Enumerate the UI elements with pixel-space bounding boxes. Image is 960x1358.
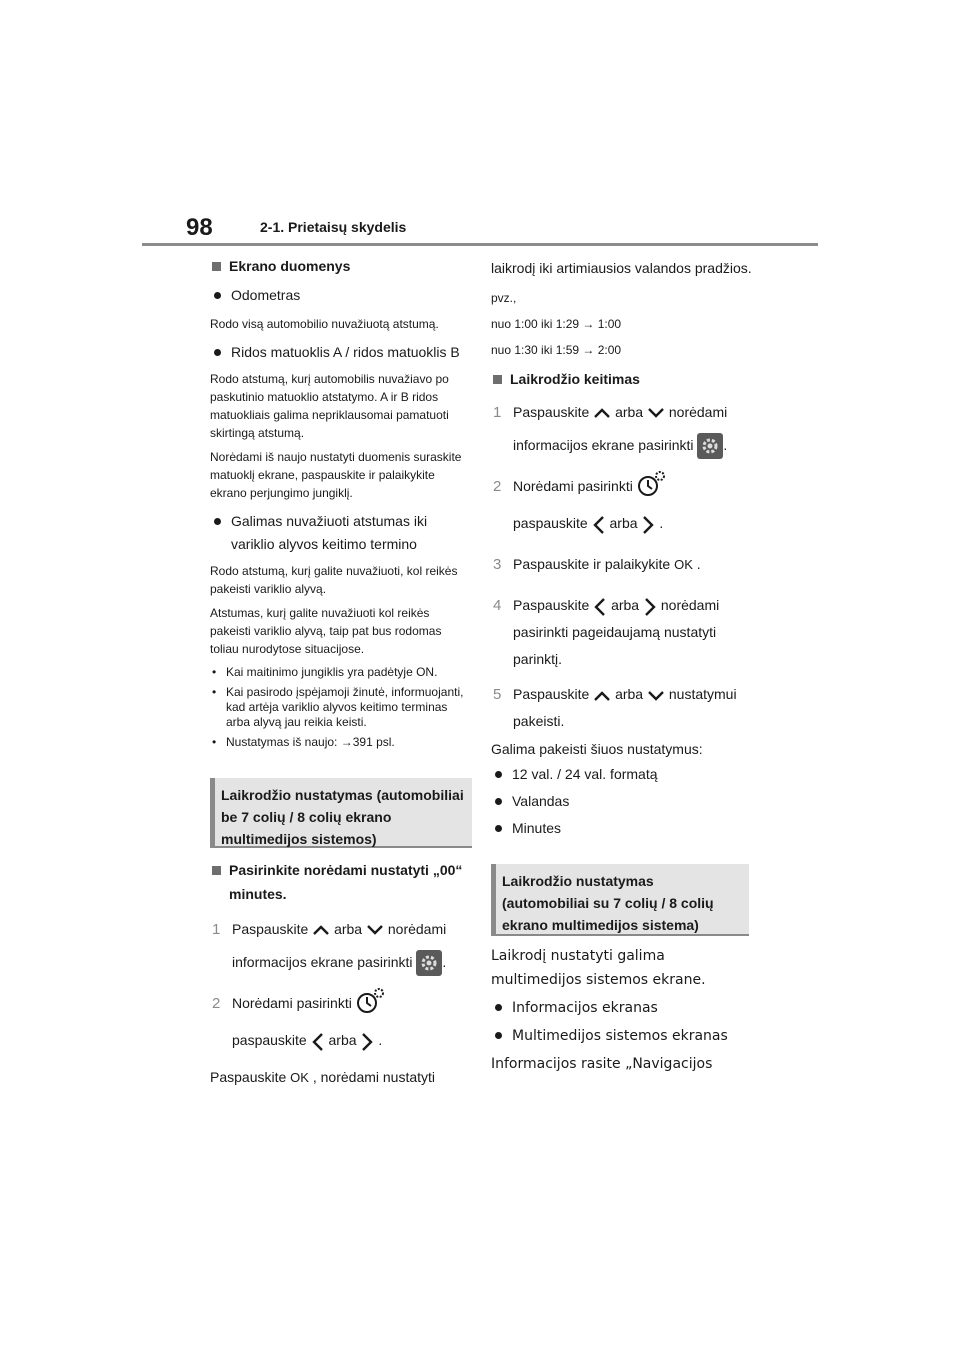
step-text: informacijos ekrane pasirinkti: [232, 954, 413, 970]
sub-item-text: Nustatymas iš naujo: →391 psl.: [226, 735, 395, 749]
bullet-oil: [210, 510, 472, 556]
square-bullet-icon: [212, 866, 221, 875]
bullet-info-screen: [491, 996, 753, 1020]
chevron-down-icon: [647, 690, 665, 702]
step-text: norėdami: [668, 404, 728, 420]
step-2-cont: [210, 1027, 472, 1054]
header-divider: [142, 243, 818, 246]
step-number: 4: [493, 597, 502, 615]
step-r5-cont: [491, 708, 753, 735]
square-bullet-icon: [212, 262, 221, 271]
chevron-right-icon: [641, 515, 655, 535]
paragraph-change-settings: Galima pakeisti šiuos nustatymus:: [491, 741, 703, 758]
sub-item-1: • Kai maitinimo jungiklis yra padėtyje ON.: [212, 665, 438, 679]
chevron-left-icon: [592, 515, 606, 535]
step-text: .: [659, 515, 664, 532]
step-text: Paspauskite: [513, 686, 590, 703]
step-text: arba: [615, 686, 644, 703]
page-number: 98: [186, 214, 213, 241]
paragraph-reset: Norėdami iš naujo nustatyti duomenis suraskite matuoklį ekrane, paspauskite ir palaikykite ekrano perjungimo jungiklį.: [210, 450, 462, 500]
bullet-text: Ridos matuoklis A / ridos matuoklis B: [231, 344, 460, 360]
clock-settings-icon: [637, 470, 667, 498]
paragraph-text: , norėdami nustatyti: [312, 1069, 436, 1086]
bullet-icon: [495, 825, 502, 832]
paragraph-oil-1: Rodo atstumą, kurį galite nuvažiuoti, kol reikės pakeisti variklio alyvą.: [210, 564, 458, 596]
step-2: [210, 990, 472, 1017]
ok-button-glyph: OK: [290, 1070, 309, 1086]
chevron-left-icon: [311, 1032, 325, 1052]
step-text: paspauskite: [513, 515, 588, 532]
step-text: Paspauskite: [232, 921, 309, 937]
sub-item-3: • Nustatymas iš naujo: →391 psl.: [212, 735, 395, 749]
chevron-up-icon: [593, 690, 611, 702]
chevron-up-icon: [593, 407, 611, 419]
step-text: arba: [334, 921, 363, 937]
bullet-icon: [214, 292, 221, 299]
bullet-icon: [495, 798, 502, 805]
step-text: arba: [611, 597, 640, 614]
step-text: .: [696, 556, 701, 573]
example-2: nuo 1:30 iki 1:59 → 2:00: [491, 343, 622, 357]
step-text: paspauskite: [232, 1032, 307, 1049]
step-r1: [491, 399, 753, 426]
ok-button-glyph: OK: [674, 557, 693, 573]
paragraph-oil-2: Atstumas, kurį galite nuvažiuoti kol reikės pakeisti variklio alyvą, taip pat bus rodomas toliau nurodytose situacijose.: [210, 606, 442, 656]
bullet-icon: [214, 349, 221, 356]
bullet-hours: [491, 790, 753, 813]
bullet-format: [491, 763, 753, 786]
step-number: 5: [493, 686, 502, 704]
step-text: informacijos ekrane pasirinkti: [513, 437, 694, 453]
step-number: 2: [212, 995, 221, 1013]
chevron-up-icon: [312, 924, 330, 936]
sub-item-2: • Kai pasirodo įspėjamoji žinutė, informuojanti, kad artėja variklio alyvos keitimo terminas arba alyvą jau reikia keisti.: [210, 685, 472, 730]
chevron-right-icon: [643, 597, 657, 617]
clock-setting-box-1: Laikrodžio nustatymas (automobiliai be 7 colių / 8 colių ekrano multimedijos sistemos): [210, 778, 472, 848]
step-number: 1: [212, 921, 221, 938]
paragraph-navigation-ref: Informacijos rasite „Navigacijos: [491, 1056, 713, 1073]
step-text: Norėdami pasirinkti: [232, 995, 352, 1012]
bullet-text: 12 val. / 24 val. formatą: [512, 766, 658, 783]
paragraph-continued: laikrodį iki artimiausios valandos pradžios.: [491, 260, 752, 276]
chevron-right-icon: [360, 1032, 374, 1052]
section-title: 2-1. Prietaisų skydelis: [260, 219, 407, 235]
paragraph-text: Paspauskite: [210, 1069, 287, 1086]
step-text: Paspauskite ir palaikykite: [513, 556, 671, 573]
heading-text: Laikrodžio keitimas: [510, 371, 640, 387]
bullet-multimedia-screen: [491, 1024, 753, 1048]
heading-text: Pasirinkite norėdami nustatyti „00“ minutes.: [229, 862, 463, 902]
heading-display-data: [210, 256, 472, 276]
left-column: [210, 256, 472, 1091]
bullet-text: Minutes: [512, 820, 562, 837]
bullet-icon: [495, 1032, 502, 1039]
step-text: pakeisti.: [513, 713, 565, 730]
step-r3: [491, 551, 753, 578]
step-r2: [491, 473, 753, 500]
chevron-down-icon: [647, 407, 665, 419]
paragraph-odometer: Rodo visą automobilio nuvažiuotą atstumą.: [210, 317, 439, 331]
step-1-cont: informacijos ekrane pasirinkti .: [210, 949, 472, 976]
step-text: arba: [609, 515, 638, 532]
step-r1-cont: informacijos ekrane pasirinkti .: [491, 432, 753, 459]
bullet-trip: [210, 341, 472, 364]
bullet-text: Galimas nuvažiuoti atstumas iki variklio alyvos keitimo termino: [231, 513, 428, 552]
step-text: norėdami: [387, 921, 447, 937]
sub-item-text: Kai pasirodo įspėjamoji žinutė, informuojanti, kad artėja variklio alyvos keitimo terminas arba alyvą jau reikia keisti.: [226, 685, 464, 729]
bullet-text: Informacijos ekranas: [512, 1000, 658, 1017]
heading-clock-change: [491, 369, 753, 389]
step-text: Norėdami pasirinkti: [513, 478, 633, 495]
step-number: 3: [493, 556, 502, 574]
step-text: Paspauskite: [513, 404, 590, 420]
chevron-down-icon: [366, 924, 384, 936]
paragraph-trip: Rodo atstumą, kurį automobilis nuvažiavo po paskutinio matuoklio atstatymo. A ir B ridos matuokliais galima nepriklausomai pamatuoti skirtingą atstumą.: [210, 372, 449, 440]
step-text: arba: [328, 1032, 357, 1049]
bullet-icon: [214, 518, 221, 525]
step-text: arba: [615, 404, 644, 420]
bullet-minutes: [491, 817, 753, 840]
step-r5: [491, 681, 753, 708]
step-r4: [491, 592, 753, 619]
chevron-left-icon: [593, 597, 607, 617]
bullet-icon: [495, 771, 502, 778]
example-label: pvz.,: [491, 291, 517, 305]
bullet-icon: [495, 1004, 502, 1011]
bullet-text: Valandas: [512, 793, 570, 810]
clock-setting-box-2: Laikrodžio nustatymas (automobiliai su 7 colių / 8 colių ekrano multimedijos sistema): [491, 864, 749, 936]
example-1: nuo 1:00 iki 1:29 → 1:00: [491, 317, 622, 331]
step-text: .: [378, 1032, 383, 1049]
right-column: [491, 256, 753, 1076]
step-number: 1: [493, 404, 502, 421]
paragraph-press-ok: [210, 1064, 472, 1091]
heading-text: Ekrano duomenys: [229, 258, 351, 274]
bullet-text: Multimedijos sistemos ekranas: [512, 1028, 728, 1045]
step-r4-cont: [491, 619, 753, 673]
step-1: [210, 916, 472, 943]
step-text: norėdami: [660, 597, 720, 614]
square-bullet-icon: [493, 375, 502, 384]
step-text: pasirinkti pageidaujamą nustatyti parinktį.: [513, 624, 717, 668]
settings-gear-icon: [697, 433, 723, 459]
bullet-text: Odometras: [231, 287, 301, 303]
clock-settings-icon: [356, 987, 386, 1015]
step-r2-cont: [491, 510, 753, 537]
step-text: nustatymui: [668, 686, 737, 703]
settings-gear-icon: [416, 950, 442, 976]
sub-item-text: Kai maitinimo jungiklis yra padėtyje ON.: [226, 665, 438, 679]
step-number: 2: [493, 478, 502, 496]
bullet-odometer: [210, 284, 472, 307]
heading-set-minutes: [210, 858, 472, 906]
paragraph-multimedia: Laikrodį nustatyti galima multimedijos sistemos ekrane.: [491, 948, 706, 989]
step-text: Paspauskite: [513, 597, 590, 614]
